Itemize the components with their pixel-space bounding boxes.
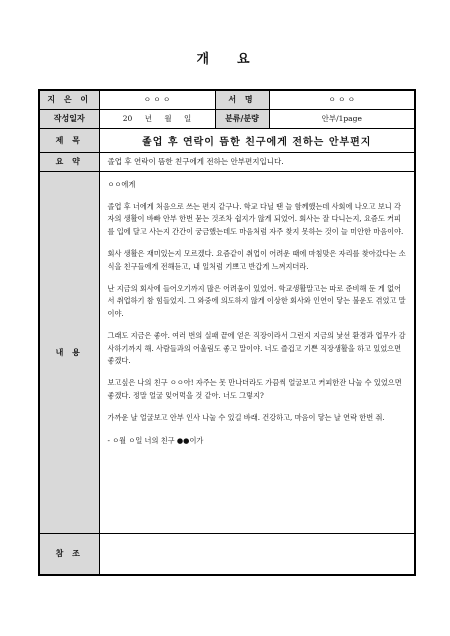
author-row: [39, 90, 415, 109]
author-value[interactable]: ㅇ ㅇ ㅇ: [99, 90, 215, 109]
date-value[interactable]: 20 년 월 일: [99, 109, 215, 128]
content-label: 내 용: [39, 171, 99, 533]
reference-label: 참 조: [39, 533, 99, 575]
subject-row: [39, 128, 415, 152]
letter-paragraph: 회사 생활은 재미있는지 모르겠다. 요즘같이 취업이 어려운 때에 마침맞은 자리를 찾아갔다는 소식을 친구들에게 전해듣고, 내 일처럼 기쁘고 반갑게 느껴지더라.: [107, 249, 406, 271]
date-label: 작성일자: [39, 109, 99, 128]
reference-row: [39, 533, 415, 575]
letter-signoff: - ㅇ월 ㅇ일 너의 친구 ●●이가: [107, 435, 204, 445]
content-row: [39, 171, 415, 533]
signature-label: 서 명: [215, 90, 269, 109]
letter-paragraph: 졸업 후 너에게 처음으로 쓰는 편지 같구나. 학교 다닐 땐 늘 함께했는데 사회에 나오고 보니 각자의 생활이 바빠 안부 한번 묻는 것조차 쉽지가 않게 되었어. 회사는 잘 다니는지, 요즘도 커피를 입에 달고 사는지 간간이 궁금했는데도 마음처럼 자주 찾지 못하는 것이 늘 미안한 마음이야.: [107, 201, 404, 236]
letter-paragraph: 그래도 지금은 좋아. 여러 번의 실패 끝에 얻은 직장이라서 그런지 지금의 낯선 환경과 업무가 감사하기까지 해. 사람들과의 어울림도 좋고 말이야. 너도 즐겁고 기쁜 직장생활을 하고 있었으면 좋겠다.: [107, 331, 406, 365]
letter-paragraph: 보고싶은 나의 친구 ㅇㅇ아! 자주는 못 만나더라도 가끔씩 얼굴보고 커피한잔 나눌 수 있었으면 좋겠다. 정말 얼굴 잊어먹을 것 같아. 너도 그렇지?: [107, 378, 402, 400]
subject-value[interactable]: 졸업 후 연락이 뜸한 친구에게 전하는 안부편지: [99, 128, 415, 152]
letter-greeting: ㅇㅇ에게: [107, 179, 136, 189]
document-title: [0, 48, 450, 67]
summary-value[interactable]: 졸업 후 연락이 뜸한 친구에게 전하는 안부편지입니다.: [99, 152, 415, 171]
date-row: [39, 109, 415, 128]
subject-label: 제 목: [39, 128, 99, 152]
author-label: 지 은 이: [39, 90, 99, 109]
title-char-1: 개: [196, 52, 213, 67]
summary-label: 요 약: [39, 152, 99, 171]
summary-row: [39, 152, 415, 171]
title-char-2: 요: [237, 52, 254, 67]
letter-paragraph: 가까운 날 얼굴보고 안부 인사 나눌 수 있길 바래. 건강하고, 마음이 닿는 날 연락 한번 줘.: [107, 413, 385, 423]
reference-value[interactable]: [99, 533, 415, 575]
pages-value[interactable]: 안부/1page: [269, 109, 415, 128]
letter-form-table: [38, 89, 416, 576]
letter-paragraph: 난 지금의 회사에 들어오기까지 많은 어려움이 있었어. 학교생활말고는 따로 준비해 둔 게 없어서 취업하기 참 힘들었지. 그 와중에 의도하지 않게 이상한 회사와 인연이 닿는 불운도 겪었고 말이야.: [107, 283, 406, 318]
signature-value[interactable]: ㅇ ㅇ ㅇ: [269, 90, 415, 109]
pages-label: 분류/분량: [215, 109, 269, 128]
letter-body[interactable]: [99, 171, 415, 533]
